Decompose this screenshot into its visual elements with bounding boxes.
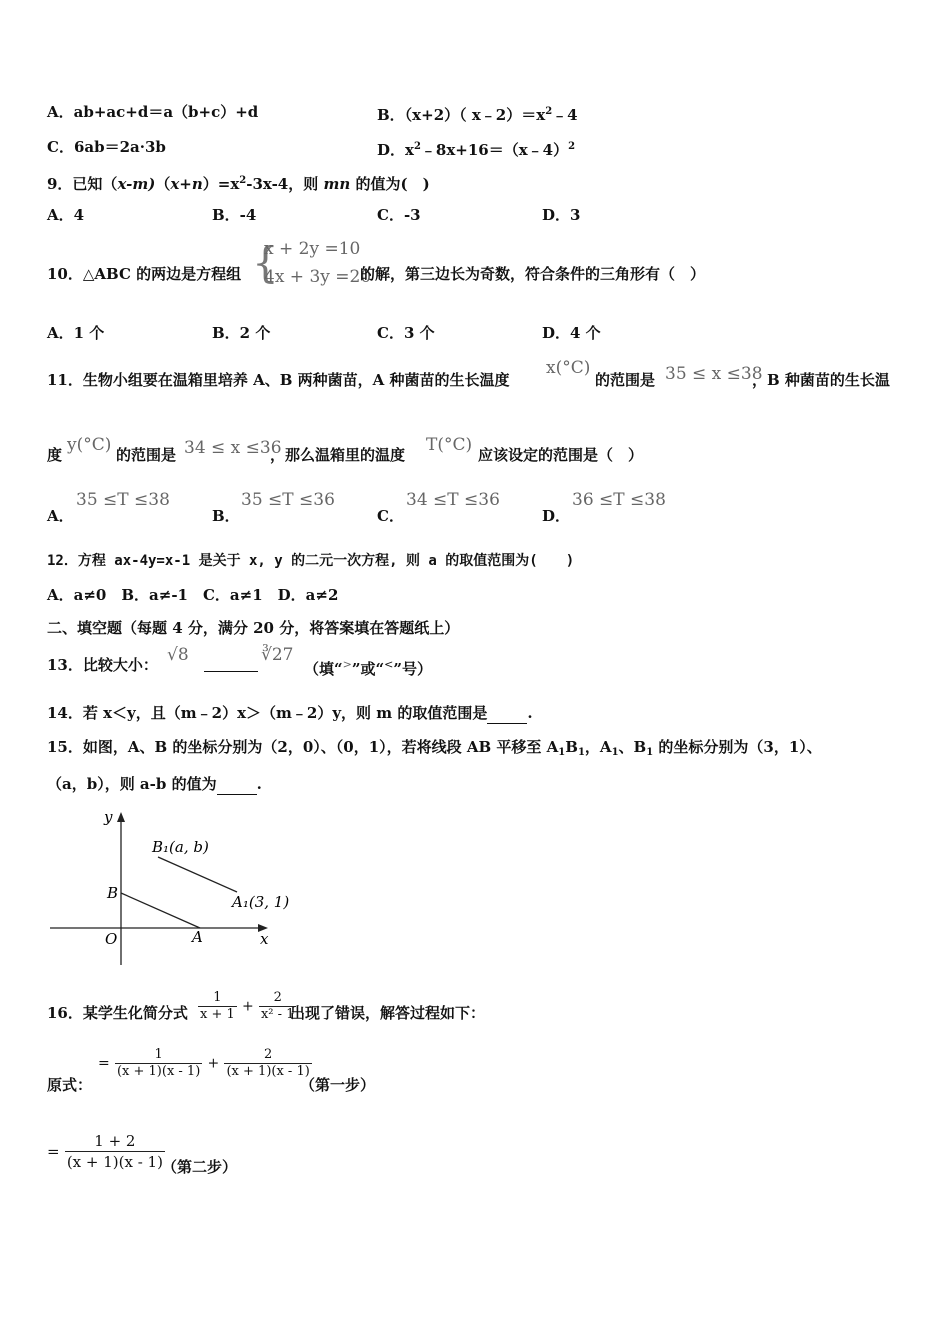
q9-stem: 9．已知$(x-m)(x+n)=x^2-3x-4$，则 mn 的值为( ) bbox=[47, 175, 430, 193]
q15-stem-line2: （a，b），则 a-b 的值为 . bbox=[47, 775, 262, 793]
coordinate-figure bbox=[40, 800, 300, 975]
q16-step1-fraction-1: $\frac{1}{(x + 1)(x - 1)}$ bbox=[116, 1047, 201, 1079]
q11-option-a-label: A． bbox=[47, 507, 74, 525]
q11-stem-line1c: ，B 种菌苗的生长温 bbox=[752, 371, 890, 389]
q11-option-a-value: 35 ≤T ≤38 bbox=[76, 490, 170, 510]
q16-stem-part2: 出现了错误，解答过程如下： bbox=[290, 1004, 486, 1022]
q13-cbrt27: ∛27 bbox=[261, 645, 294, 665]
segment-ab bbox=[121, 893, 200, 928]
point-b-label: B bbox=[107, 884, 119, 902]
q16-stem-part1: 16．某学生化简分式 bbox=[47, 1004, 188, 1022]
q11-stem-line2a: 度 bbox=[47, 446, 63, 464]
point-a1-label: A₁(3, 1) bbox=[232, 893, 290, 911]
q13-sqrt8: √8 bbox=[167, 645, 189, 665]
q14-answer-blank[interactable] bbox=[487, 703, 527, 724]
q11-stem-line1b: 的范围是 bbox=[595, 371, 656, 389]
q12-options: A．a≠0 B．a≠-1 C．a≠1 D．a≠2 bbox=[47, 586, 339, 604]
q15-answer-blank[interactable] bbox=[217, 774, 257, 795]
q10-equation-1: x + 2y =10 bbox=[264, 239, 361, 259]
q16-step1-expression: = $\frac{1}{(x + 1)(x - 1)}$ + $\frac{2}{(x + 1)(x - 1)}$ bbox=[98, 1047, 310, 1079]
q11-x-unit: x(°C) bbox=[546, 358, 591, 378]
q13-stem: 13．比较大小： bbox=[47, 656, 158, 674]
q16-step1-fraction-2: $\frac{2}{(x + 1)(x - 1)}$ bbox=[226, 1047, 310, 1079]
point-b1-label: B₁(a, b) bbox=[152, 838, 209, 856]
q16-step1-label: （第一步） bbox=[300, 1076, 376, 1094]
q16-fraction-1: $\frac{1}{x + 1}$ bbox=[200, 990, 235, 1022]
q16-step2-expression: = $\frac{1 + 2}{(x + 1)(x - 1)}$ bbox=[47, 1132, 163, 1171]
q11-stem-line2c: ，那么温箱里的温度 bbox=[270, 446, 406, 464]
q8-option-d: D．$x^2﹣8x+16=(x﹣4)^2$ bbox=[377, 141, 576, 159]
y-axis-arrow bbox=[117, 812, 125, 822]
q11-option-b-value: 35 ≤T ≤36 bbox=[241, 490, 335, 510]
q12-stem: 12．方程 ax-4y=x-1 是关于 x, y 的二元一次方程, 则 a 的取值范围为( ) bbox=[47, 553, 575, 569]
q11-range-x: 35 ≤ x ≤38 bbox=[665, 364, 763, 384]
q10-stem-part1: 10．△ABC 的两边是方程组 bbox=[47, 265, 242, 283]
q10-option-b: B．2 个 bbox=[212, 324, 271, 342]
q9-option-d: D．3 bbox=[542, 206, 581, 224]
q11-range-y: 34 ≤ x ≤36 bbox=[184, 438, 282, 458]
q10-equation-2: 4x + 3y =20 bbox=[264, 267, 372, 287]
equation-brace: { bbox=[252, 238, 279, 287]
q11-stem-line1a: 11．生物小组要在温箱里培养 A、B 两种菌苗，A 种菌苗的生长温度 bbox=[47, 371, 510, 389]
section-2-title: 二、填空题（每题 4 分，满分 20 分，将答案填在答题纸上） bbox=[47, 619, 460, 637]
q11-option-b-label: B． bbox=[212, 507, 240, 525]
q11-y-unit: y(°C) bbox=[67, 435, 112, 455]
point-a-label: A bbox=[192, 928, 203, 946]
origin-label: O bbox=[105, 930, 118, 948]
segment-a1b1 bbox=[158, 857, 237, 892]
q15-stem-line1: 15．如图，A、B 的坐标分别为（2，0）、（0，1），若将线段 AB 平移至 $A_1B_1$，$A_1$、$B_1$ 的坐标分别为（3，1）、 bbox=[47, 738, 822, 758]
q16-original-label: 原式： bbox=[47, 1076, 93, 1094]
y-axis-label: y bbox=[104, 808, 113, 826]
q9-option-a: A．4 bbox=[47, 206, 85, 224]
x-axis-label: x bbox=[260, 930, 269, 948]
q10-option-d: D．4 个 bbox=[542, 324, 601, 342]
q11-t-unit: T(°C) bbox=[426, 435, 473, 455]
q16-step2-fraction: $\frac{1 + 2}{(x + 1)(x - 1)}$ bbox=[66, 1132, 163, 1171]
q10-option-a: A．1 个 bbox=[47, 324, 105, 342]
q16-fraction-2: $\frac{2}{\text{x² - 1}}$ bbox=[260, 990, 295, 1022]
q8-option-c: C．6ab＝2a·3b bbox=[47, 138, 166, 156]
q11-option-d-label: D． bbox=[542, 507, 571, 525]
q10-stem-part2: 的解，第三边长为奇数，符合条件的三角形有（ ） bbox=[360, 265, 706, 283]
q13-answer-blank[interactable] bbox=[204, 671, 258, 672]
q11-option-c-label: C． bbox=[377, 507, 404, 525]
q8-option-a: A．ab+ac+d＝a（b+c）+d bbox=[47, 103, 259, 121]
q9-option-b: B．-4 bbox=[212, 206, 257, 224]
q11-option-c-value: 34 ≤T ≤36 bbox=[406, 490, 500, 510]
q11-option-d-value: 36 ≤T ≤38 bbox=[572, 490, 666, 510]
q11-stem-line2b: 的范围是 bbox=[116, 446, 177, 464]
q14-stem: 14．若 x＜y，且（m﹣2）x＞（m﹣2）y，则 m 的取值范围是 . bbox=[47, 704, 533, 722]
q10-option-c: C．3 个 bbox=[377, 324, 435, 342]
q8-option-b: B．（x+2）（ $x﹣2)=x^2﹣4$ bbox=[377, 106, 578, 124]
q9-option-c: C．-3 bbox=[377, 206, 421, 224]
q16-expression: $\frac{1}{x + 1}$ + $\frac{2}{\text{x² - 1}}$ bbox=[200, 990, 295, 1022]
q16-step2-label: （第二步） bbox=[162, 1158, 238, 1176]
q11-stem-line2d: 应该设定的范围是（ ） bbox=[478, 446, 644, 464]
q13-hint: （填“>”或“<”号） bbox=[304, 658, 432, 678]
